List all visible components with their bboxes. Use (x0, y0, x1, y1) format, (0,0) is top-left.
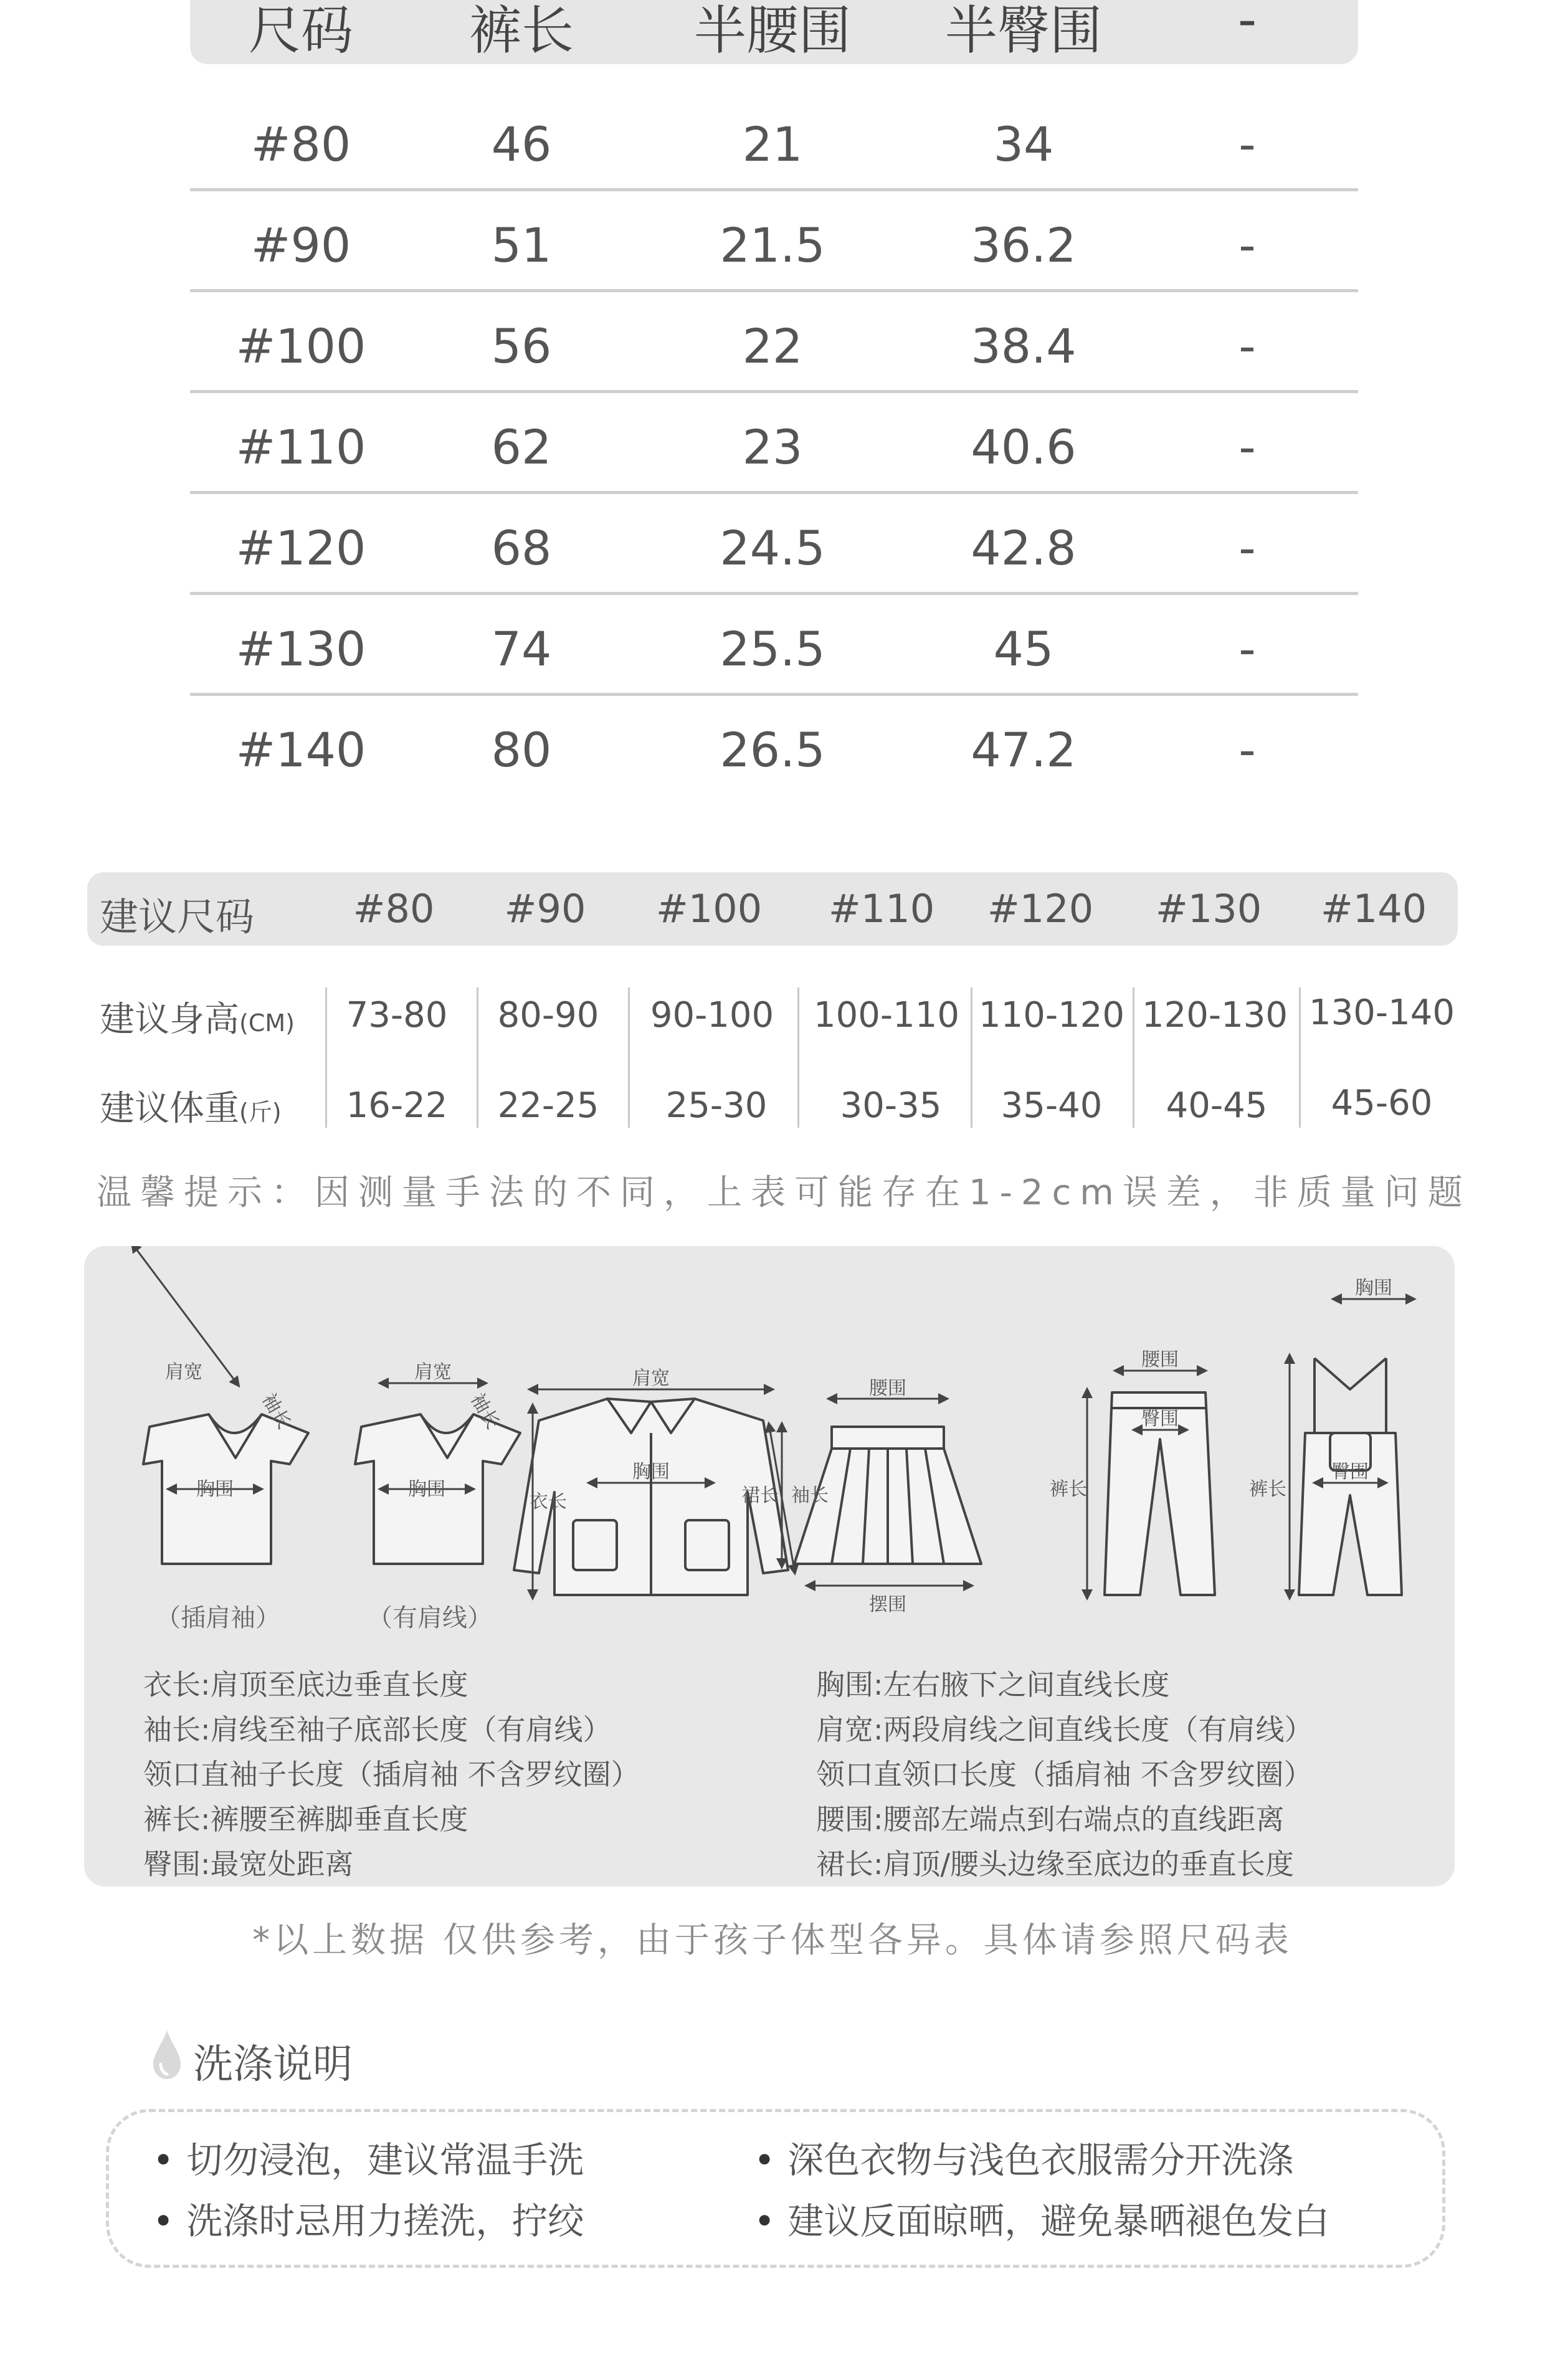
cell-half-waist: 23 (742, 419, 803, 475)
label-pants-length: 裤长 (1050, 1478, 1087, 1500)
cell-half-hip: 45 (993, 621, 1054, 677)
label-chest: 胸围 (196, 1478, 234, 1500)
table-row (190, 393, 1358, 494)
column-divider (797, 988, 799, 1128)
washing-item: • 建议反面晾晒，避免暴晒褪色发白 (754, 2192, 1329, 2244)
cell-size: #100 (235, 318, 366, 374)
cell-half-waist: 21.5 (720, 217, 825, 273)
weight-value: 30-35 (840, 1085, 942, 1126)
recommend-size: #80 (353, 886, 435, 931)
cell-pants-length: 56 (491, 318, 552, 374)
size-table-header (190, 0, 1358, 64)
definitions-left (143, 1662, 640, 1887)
label-chest: 胸围 (1355, 1277, 1392, 1299)
height-value: 100-110 (814, 995, 959, 1035)
definition-item: 臀围:最宽处距离 (143, 1847, 354, 1881)
height-value: 90-100 (650, 995, 774, 1035)
label-shoulder: 肩宽 (632, 1368, 670, 1389)
label-sleeve: 袖长 (257, 1389, 295, 1433)
weight-value: 35-40 (1001, 1085, 1103, 1126)
cell-extra: - (1238, 318, 1256, 374)
label-skirt-length: 裙长 (741, 1485, 779, 1507)
recommend-size: #110 (828, 886, 935, 931)
recommend-size: #120 (987, 886, 1094, 931)
table-row (190, 292, 1358, 393)
label-length: 衣长 (530, 1491, 567, 1513)
definitions-right (816, 1662, 1313, 1887)
height-value: 80-90 (497, 995, 599, 1035)
table-row (190, 191, 1358, 292)
column-divider (1299, 988, 1301, 1128)
label-waist: 腰围 (869, 1378, 906, 1399)
cell-size: #110 (235, 419, 366, 475)
definition-item: 衣长:肩顶至底边垂直长度 (143, 1668, 468, 1702)
header-size: 尺码 (248, 0, 354, 61)
cell-half-hip: 36.2 (971, 217, 1077, 273)
column-divider (325, 988, 327, 1128)
cell-extra: - (1238, 621, 1256, 677)
cell-half-waist: 22 (742, 318, 803, 374)
recommend-size: #130 (1155, 886, 1262, 931)
weight-value: 40-45 (1166, 1085, 1268, 1126)
recommend-size: #100 (655, 886, 763, 931)
cell-extra: - (1238, 722, 1256, 778)
tshirt1-caption: （插肩袖） (156, 1604, 280, 1632)
weight-label-text: 建议体重 (100, 1088, 239, 1129)
label-sleeve: 袖长 (791, 1485, 829, 1507)
height-value: 73-80 (346, 995, 448, 1035)
height-value: 130-140 (1309, 992, 1455, 1033)
label-hem: 摆围 (869, 1594, 906, 1616)
label-sleeve: 袖长 (466, 1389, 504, 1433)
header-half-waist: 半腰围 (693, 0, 852, 61)
header-pants-length: 裤长 (468, 0, 574, 61)
cell-size: #130 (235, 621, 366, 677)
cell-size: #120 (235, 520, 366, 576)
table-row (190, 90, 1358, 191)
measurement-tip: 温馨提示：因测量手法的不同，上表可能存在1-2cm误差，非质量问题 (97, 1173, 1471, 1213)
recommend-header (87, 872, 1458, 946)
cell-pants-length: 51 (491, 217, 552, 273)
weight-value: 16-22 (346, 1085, 448, 1126)
label-hip: 臀围 (1331, 1461, 1369, 1483)
weight-value: 22-25 (497, 1085, 599, 1126)
cell-pants-length: 74 (491, 621, 552, 677)
cell-size: #80 (250, 117, 351, 172)
label-hip: 臀围 (1141, 1408, 1179, 1430)
cell-size: #140 (235, 722, 366, 778)
water-drop-icon (150, 2028, 184, 2081)
weight-value: 45-60 (1331, 1083, 1433, 1123)
column-divider (477, 988, 478, 1128)
cell-pants-length: 80 (491, 722, 552, 778)
washing-title: 洗涤说明 (193, 2042, 353, 2088)
definition-item: 袖长:肩线至袖子底部长度（有肩线） (143, 1713, 612, 1746)
weight-unit: (斤) (239, 1098, 282, 1126)
cell-half-waist: 26.5 (720, 722, 825, 778)
reference-note: *以上数据 仅供参考，由于孩子体型各异。具体请参照尺码表 (252, 1920, 1293, 1961)
label-chest: 胸围 (408, 1478, 445, 1500)
height-label-text: 建议身高 (100, 999, 239, 1040)
cell-extra: - (1238, 217, 1256, 273)
washing-item: • 深色衣物与浅色衣服需分开洗涤 (754, 2131, 1293, 2183)
definition-item: 裙长:肩顶/腰头边缘至底边的垂直长度 (816, 1847, 1294, 1881)
cell-pants-length: 68 (491, 520, 552, 576)
height-label (100, 992, 295, 1042)
label-waist: 腰围 (1141, 1349, 1179, 1371)
cell-half-hip: 40.6 (971, 419, 1077, 475)
cell-half-waist: 24.5 (720, 520, 825, 576)
column-divider (628, 988, 630, 1128)
header-extra: - (1237, 0, 1257, 50)
header-half-hip: 半臀围 (944, 0, 1103, 61)
recommend-header-label: 建议尺码 (100, 894, 255, 940)
recommend-size: #140 (1320, 886, 1427, 931)
label-shoulder: 肩宽 (414, 1361, 452, 1383)
cell-extra: - (1238, 117, 1256, 172)
cell-half-hip: 34 (993, 117, 1054, 172)
height-unit: (CM) (239, 1009, 295, 1037)
height-value: 120-130 (1142, 995, 1288, 1035)
cell-half-hip: 47.2 (971, 722, 1077, 778)
label-pants-length: 裤长 (1249, 1478, 1286, 1500)
tshirt2-caption: （有肩线） (368, 1604, 492, 1632)
recommend-size: #90 (504, 886, 586, 931)
garment-illustrations (84, 1246, 1455, 1682)
definition-item: 肩宽:两段肩线之间直线长度（有肩线） (816, 1713, 1313, 1746)
cell-size: #90 (250, 217, 351, 273)
definition-item: 胸围:左右腋下之间直线长度 (816, 1668, 1170, 1702)
table-row (190, 696, 1358, 797)
weight-label (100, 1081, 282, 1131)
table-row (190, 494, 1358, 595)
cell-extra: - (1238, 520, 1256, 576)
cell-pants-length: 46 (491, 117, 552, 172)
column-divider (971, 988, 972, 1128)
column-divider (1133, 988, 1134, 1128)
height-value: 110-120 (979, 995, 1124, 1035)
cell-half-hip: 42.8 (971, 520, 1077, 576)
cell-half-waist: 21 (742, 117, 803, 172)
label-shoulder: 肩宽 (165, 1361, 202, 1383)
cell-extra: - (1238, 419, 1256, 475)
cell-pants-length: 62 (491, 419, 552, 475)
cell-half-hip: 38.4 (971, 318, 1077, 374)
label-chest: 胸围 (632, 1461, 670, 1483)
table-row (190, 595, 1358, 696)
definition-item: 领口直领口长度（插肩袖 不含罗纹圈） (816, 1758, 1313, 1791)
definition-item: 领口直袖子长度（插肩袖 不含罗纹圈） (143, 1758, 640, 1791)
washing-item: • 切勿浸泡，建议常温手洗 (153, 2131, 584, 2183)
weight-value: 25-30 (665, 1085, 768, 1126)
washing-item: • 洗涤时忌用力搓洗，拧绞 (153, 2192, 584, 2244)
definition-item: 腰围:腰部左端点到右端点的直线距离 (816, 1802, 1285, 1836)
definition-item: 裤长:裤腰至裤脚垂直长度 (143, 1802, 468, 1836)
cell-half-waist: 25.5 (720, 621, 825, 677)
